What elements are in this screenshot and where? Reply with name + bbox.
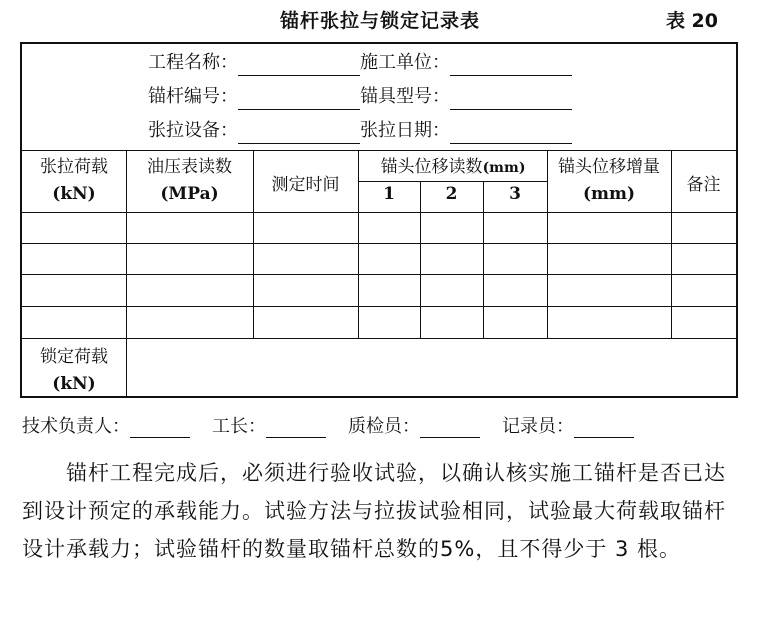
foreman-label: 工长： [212, 416, 266, 437]
grid-line [420, 181, 421, 338]
construction-unit-blank[interactable] [450, 55, 572, 76]
grid-line [22, 150, 736, 151]
table-number: 表 20 [665, 10, 718, 32]
col-gauge-unit: (MPa) [160, 184, 219, 204]
recorder-label: 记录员： [502, 416, 574, 437]
col-time: 测定时间 [271, 175, 340, 195]
anchor-no-blank[interactable] [238, 89, 360, 110]
col-increment: 锚头位移增量 [558, 157, 660, 177]
recorder-blank[interactable] [574, 419, 634, 438]
grid-line [22, 243, 736, 244]
foreman-blank[interactable] [266, 419, 326, 438]
col-remark: 备注 [686, 175, 721, 195]
lock-load-label: 锁定荷载 [40, 347, 108, 367]
tension-equipment-label: 张拉设备： [148, 120, 238, 141]
col-gauge: 油压表读数 [147, 157, 232, 177]
col-displacement-label: 锚头位移读数 [380, 157, 483, 177]
tension-date-label: 张拉日期： [360, 120, 450, 141]
grid-line [22, 212, 736, 213]
anchor-no-label: 锚杆编号： [148, 86, 238, 107]
header-row-2 [148, 84, 572, 110]
project-name-label: 工程名称： [148, 52, 238, 73]
tech-label: 技术负责人： [22, 416, 130, 437]
grid-line [483, 181, 484, 338]
tech-blank[interactable] [130, 419, 190, 438]
col-load-unit: (kN) [52, 184, 96, 204]
col-displacement-unit: (mm) [482, 160, 526, 176]
construction-unit-label: 施工单位： [360, 52, 450, 73]
tension-date-blank[interactable] [450, 123, 572, 144]
grid-line [22, 338, 736, 339]
col-sub-3: 3 [509, 184, 521, 204]
anchor-type-label: 锚具型号： [360, 86, 450, 107]
header-row-1 [148, 50, 572, 76]
col-sub-1: 1 [383, 184, 395, 204]
grid-line [22, 306, 736, 307]
grid-line [358, 181, 548, 182]
col-load: 张拉荷载 [40, 157, 108, 177]
qc-label: 质检员： [348, 416, 420, 437]
grid-line [22, 274, 736, 275]
col-sub-2: 2 [445, 184, 458, 204]
body-paragraph: 锚杆工程完成后，必须进行验收试验，以确认核实施工锚杆是否已达到设计预定的承载能力。试验方法与拉拔试验相同，试验最大荷载取锚杆设计承载力；试验锚杆的数量取锚杆总数的5%，且不得少于 3 根。 [22, 461, 726, 561]
form-title: 锚杆张拉与锁定记录表 [279, 10, 480, 32]
grid-line [126, 150, 127, 338]
qc-blank[interactable] [420, 419, 480, 438]
tension-equipment-blank[interactable] [238, 123, 360, 144]
col-displacement [356, 152, 550, 177]
project-name-blank[interactable] [238, 55, 360, 76]
grid-line [547, 150, 548, 338]
anchor-type-blank[interactable] [450, 89, 572, 110]
col-increment-unit: (mm) [582, 184, 636, 204]
grid-line [126, 338, 127, 396]
header-row-3 [148, 118, 572, 144]
signature-line [22, 412, 656, 438]
lock-load-unit: (kN) [52, 374, 96, 394]
record-table [20, 42, 738, 398]
grid-line [358, 150, 359, 338]
